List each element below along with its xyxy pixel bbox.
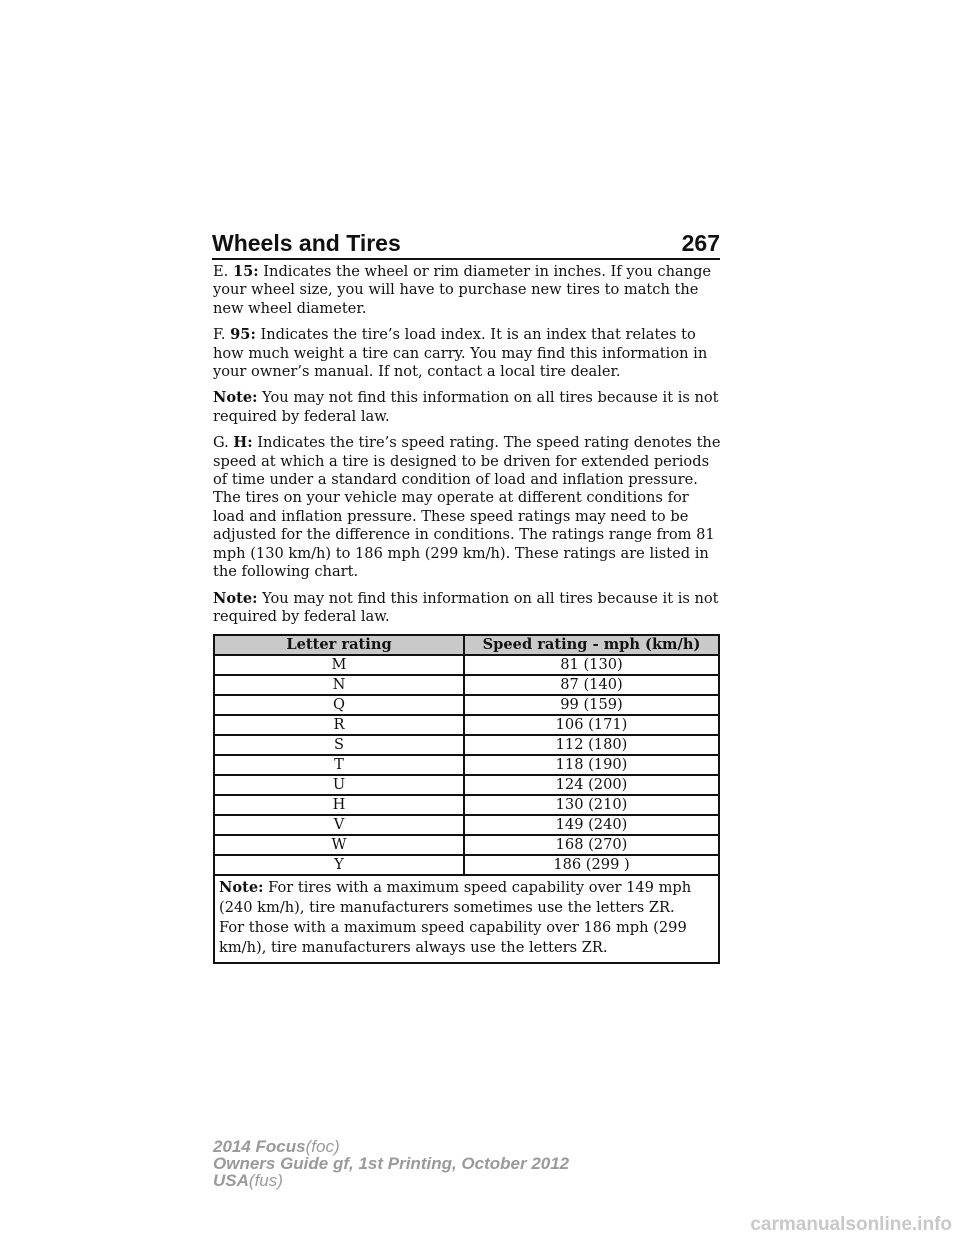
note-text-2: For those with a maximum speed capability over 186 mph (299 km/h), tire manufacturers always use the letters ZR. xyxy=(219,919,687,957)
footer-line-1: 2014 Focus(foc) xyxy=(213,1137,340,1156)
section-title: Wheels and Tires xyxy=(212,230,401,256)
page-header xyxy=(212,230,720,257)
speed-cell: 87 (140) xyxy=(464,675,719,695)
watermark: carmanualsonline.info xyxy=(750,1214,952,1235)
table-note xyxy=(214,875,719,963)
letter-cell: Y xyxy=(214,855,464,875)
table-row xyxy=(214,695,719,715)
table-row xyxy=(214,755,719,775)
term-label: H: xyxy=(233,434,253,452)
note-text-1: For tires with a maximum speed capability over 149 mph (240 km/h), tire manufacturers sometimes use the letters ZR. xyxy=(219,879,692,917)
speed-cell: 106 (171) xyxy=(464,715,719,735)
table-row xyxy=(214,735,719,755)
page-body xyxy=(213,263,721,964)
footer-line-2: Owners Guide gf, 1st Printing, October 2012 xyxy=(213,1154,570,1173)
header-divider xyxy=(212,258,720,260)
letter-cell: T xyxy=(214,755,464,775)
table-note-row xyxy=(214,875,719,963)
term-label: 15: xyxy=(232,263,259,280)
page-footer xyxy=(213,1138,569,1189)
speed-cell: 99 (159) xyxy=(464,695,719,715)
speed-cell: 186 (299 ) xyxy=(464,855,719,875)
table-row xyxy=(214,715,719,735)
letter-cell: H xyxy=(214,795,464,815)
letter-cell: R xyxy=(214,715,464,735)
speed-cell: 124 (200) xyxy=(464,775,719,795)
term-label: 95: xyxy=(230,326,256,344)
column-header-speed: Speed rating - mph (km/h) xyxy=(464,635,719,655)
speed-cell: 168 (270) xyxy=(464,835,719,855)
note-label: Note: xyxy=(213,589,258,607)
letter-cell: M xyxy=(214,655,464,675)
note-paragraph: Note: You may not find this information on all tires because it is not required by federal law. xyxy=(213,389,719,425)
speed-cell: 81 (130) xyxy=(464,655,719,675)
note-paragraph: Note: You may not find this information on all tires because it is not required by federal law. xyxy=(213,589,719,625)
note-label: Note: xyxy=(213,389,258,407)
table-row xyxy=(214,675,719,695)
table-row xyxy=(214,815,719,835)
speed-cell: 149 (240) xyxy=(464,815,719,835)
table-row xyxy=(214,835,719,855)
table-row xyxy=(214,795,719,815)
table-row xyxy=(214,855,719,875)
letter-cell: V xyxy=(214,815,464,835)
paragraph-f: F. 95: Indicates the tire’s load index. It is an index that relates to how much weight a tire can carry. You may find this information in your owner’s manual. If not, contact a local tire dealer. xyxy=(213,326,708,381)
page-number: 267 xyxy=(681,230,720,256)
letter-cell: N xyxy=(214,675,464,695)
letter-cell: S xyxy=(214,735,464,755)
table-header-row xyxy=(214,635,719,655)
paragraph-e: E. 15: Indicates the wheel or rim diameter in inches. If you change your wheel size, you will have to purchase new tires to match the new wheel diameter. xyxy=(213,263,712,317)
letter-cell: W xyxy=(214,835,464,855)
paragraph-g: G. H: Indicates the tire’s speed rating. The speed rating denotes the speed at which a tire is designed to be driven for extended periods of time under a standard condition of load and inflation pressure. The tires on your vehicle may operate at different conditions for load and inflation pressure. These speed ratings may need to be adjusted for the difference in conditions. The ratings range from 81 mph (130 km/h) to 186 mph (299 km/h). These ratings are listed in the following chart. xyxy=(213,434,721,581)
letter-cell: U xyxy=(214,775,464,795)
speed-cell: 118 (190) xyxy=(464,755,719,775)
speed-rating-table xyxy=(213,634,720,964)
table-row xyxy=(214,655,719,675)
letter-cell: Q xyxy=(214,695,464,715)
column-header-letter: Letter rating xyxy=(214,635,464,655)
footer-line-3: USA(fus) xyxy=(213,1171,283,1190)
table-row xyxy=(214,775,719,795)
speed-cell: 112 (180) xyxy=(464,735,719,755)
note-label: Note: xyxy=(219,879,264,897)
speed-cell: 130 (210) xyxy=(464,795,719,815)
